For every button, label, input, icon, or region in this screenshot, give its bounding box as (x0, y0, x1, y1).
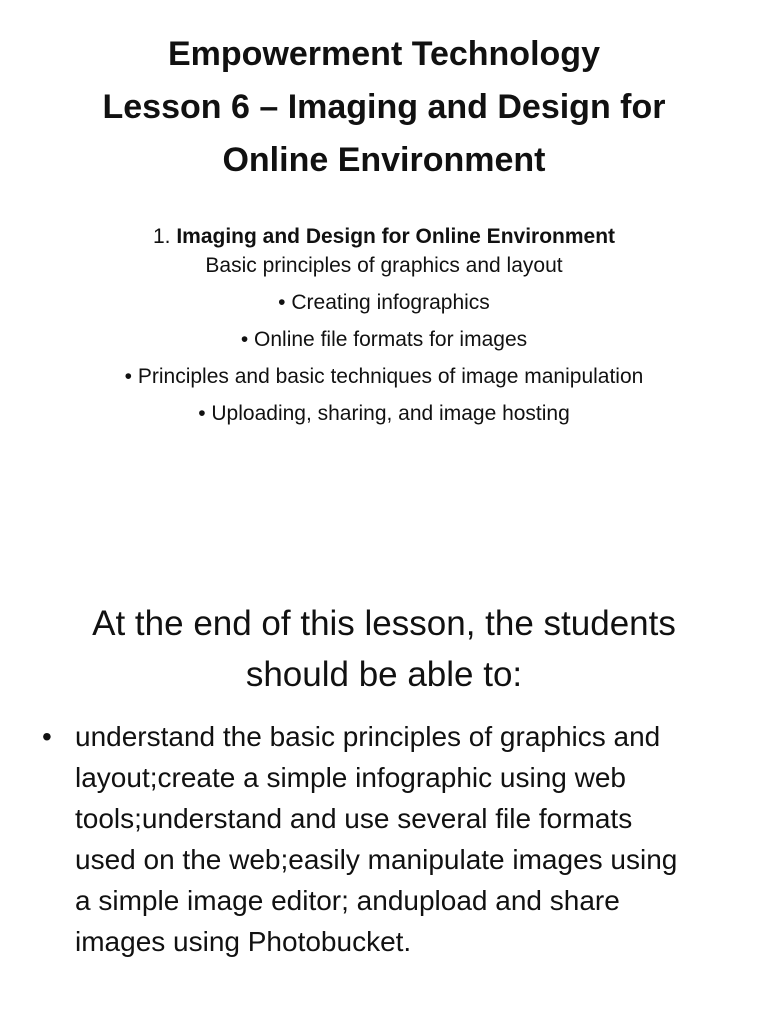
topic-list (100, 222, 668, 436)
lesson-title (40, 28, 728, 187)
list-item (42, 716, 692, 962)
objectives-text: understand the basic principles of graphics and layout;create a simple infographic using web tools;understand and use several file formats used on the web;easily manipulate images using a simple image editor; andupload and share images using Photobucket. (75, 721, 678, 957)
topic-bullet: • Principles and basic techniques of image manipulation (124, 365, 644, 388)
topic-bullet: • Uploading, sharing, and image hosting (198, 402, 570, 425)
topic-title: Imaging and Design for Online Environment (176, 225, 616, 248)
lesson-slide (0, 0, 768, 500)
topic-bullet: • Online file formats for images (240, 328, 528, 351)
topic-heading (100, 222, 668, 251)
title-line: Online Environment (222, 141, 546, 179)
title-line: Lesson 6 – Imaging and Design for (102, 88, 666, 126)
objectives-slide (0, 598, 768, 1018)
title-line: Empowerment Technology (168, 35, 600, 73)
topic-bullet: • Creating infographics (278, 291, 490, 314)
topic-subtitle: Basic principles of graphics and layout (205, 254, 563, 277)
topic-number: 1. (152, 225, 171, 248)
bullet-icon: • (42, 721, 52, 752)
objectives-heading: At the end of this lesson, the students should be able to: (92, 604, 676, 694)
objectives-list (42, 716, 692, 962)
